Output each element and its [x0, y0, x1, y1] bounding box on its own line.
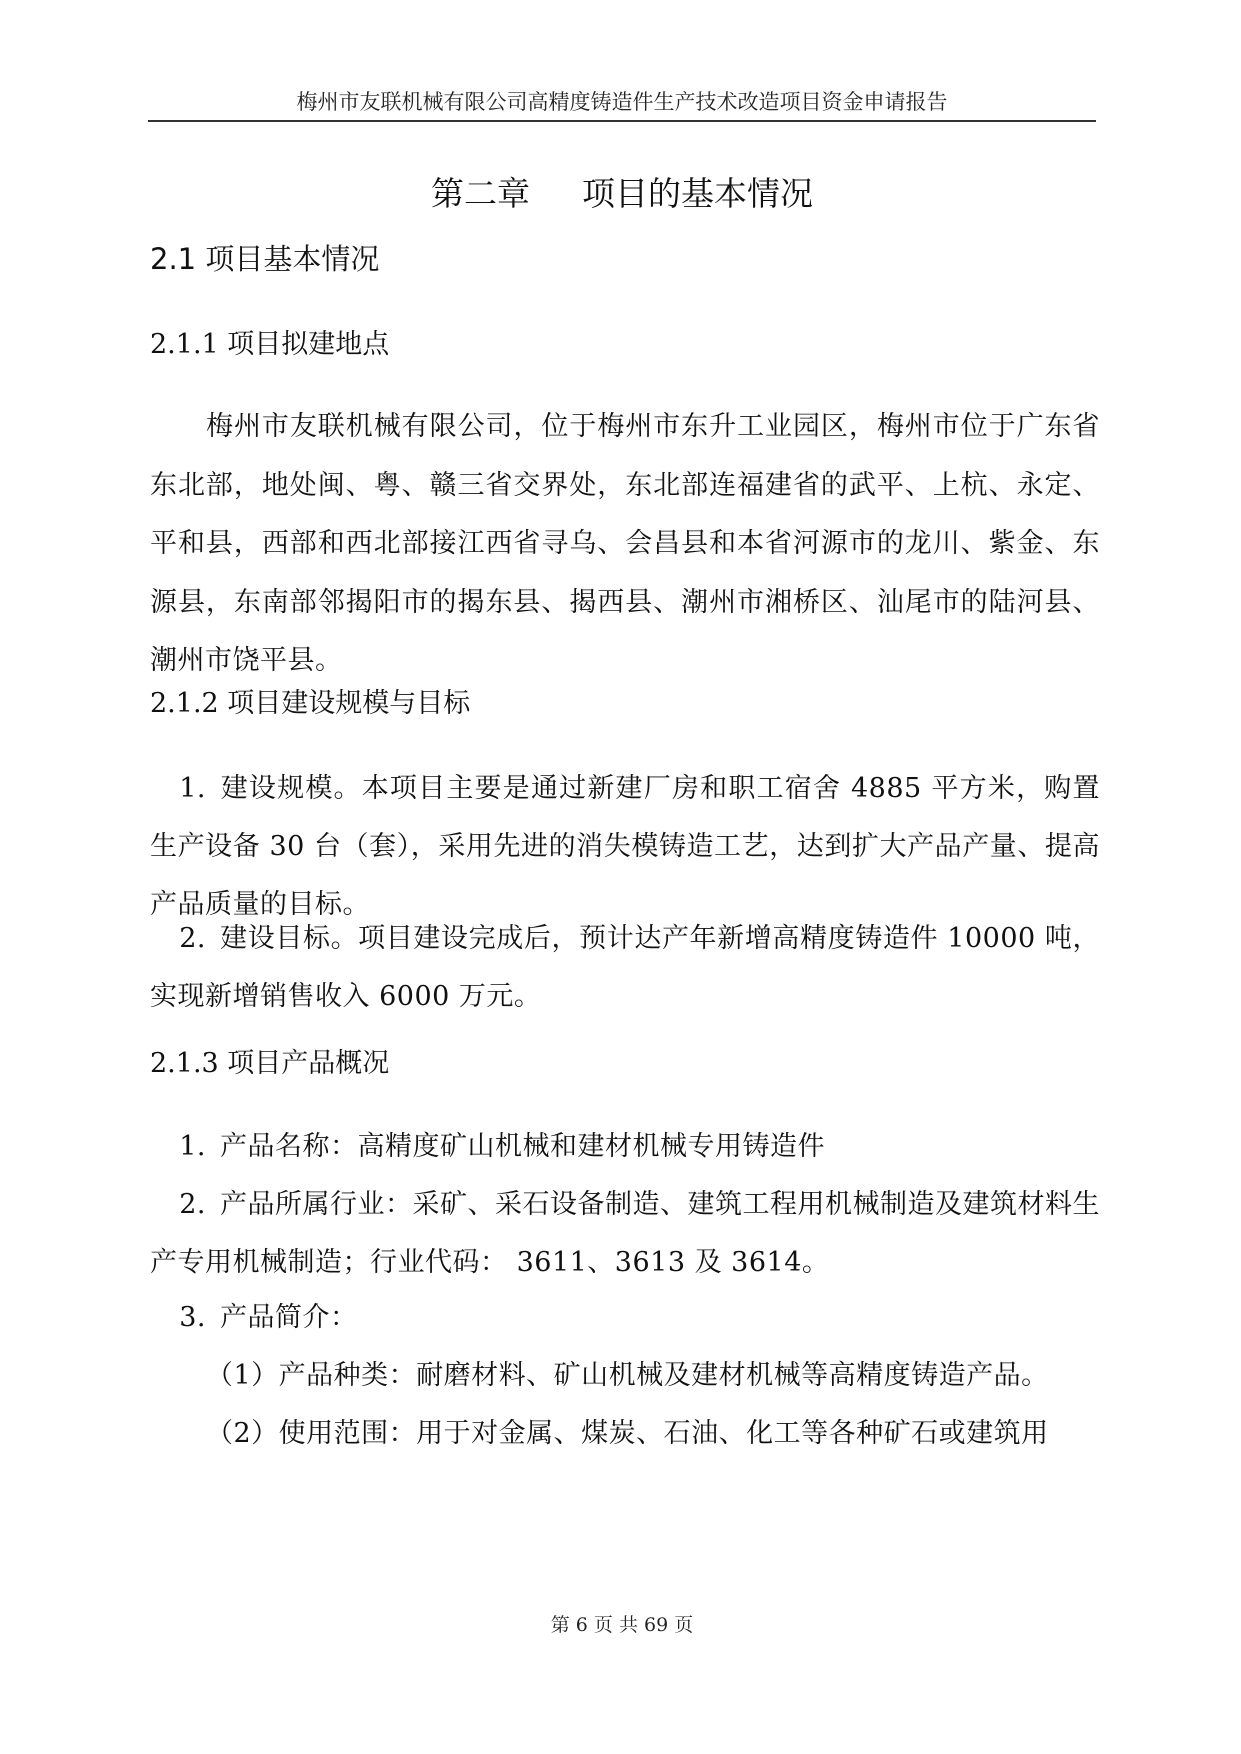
- section-heading-2-1: 2.1 项目基本情况: [150, 242, 380, 276]
- subsection-heading-2-1-3: 2.1.3 项目产品概况: [150, 1048, 390, 1079]
- list-item-product-name: [150, 1118, 1100, 1176]
- chapter-name: 项目的基本情况: [582, 174, 813, 213]
- paragraph-location: 梅州市友联机械有限公司，位于梅州市东升工业园区，梅州市位于广东省东北部，地处闽、粤、赣三省交界处，东北部连福建省的武平、上杭、永定、平和县，西部和西北部接江西省寻乌、会昌县和本省河源市的龙川、紫金、东源县，东南部邻揭阳市的揭东县、揭西县、潮州市湘桥区、汕尾市的陆河县、潮州市饶平县。: [150, 411, 1100, 676]
- list-item-intro: [150, 1289, 1100, 1347]
- list-item-number: 2.: [179, 1189, 206, 1220]
- list-item-number: 1.: [179, 773, 206, 804]
- subsection-heading-2-1-2: 2.1.2 项目建设规模与目标: [150, 688, 471, 719]
- sub-item-product-types: （1）产品种类：耐磨材料、矿山机械及建材机械等高精度铸造产品。: [206, 1360, 1049, 1391]
- list-item-number: 2.: [179, 923, 206, 954]
- sub-item-usage-scope: （2）使用范围：用于对金属、煤炭、石油、化工等各种矿石或建筑用: [206, 1418, 1049, 1449]
- chapter-number: 第二章: [431, 174, 530, 213]
- page-header: 梅州市友联机械有限公司高精度铸造件生产技术改造项目资金申请报告: [296, 90, 948, 114]
- list-item-text: 建设规模。本项目主要是通过新建厂房和职工宿舍 4885 平方米，购置生产设备 30 台（套），采用先进的消失模铸造工艺，达到扩大产品产量、提高产品质量的目标。: [150, 773, 1100, 920]
- list-item-goal: [150, 910, 1100, 1026]
- chapter-title: [148, 172, 1096, 216]
- list-item-scale: [150, 760, 1100, 934]
- list-item-number: 1.: [179, 1131, 206, 1162]
- header-divider: [148, 120, 1096, 122]
- list-item-text: 产品名称：高精度矿山机械和建材机械专用铸造件: [220, 1131, 825, 1162]
- list-item-text: 产品简介：: [220, 1302, 358, 1333]
- list-item-number: 3.: [179, 1302, 206, 1333]
- page-footer: 第 6 页 共 69 页: [550, 1614, 694, 1636]
- subsection-heading-2-1-1: 2.1.1 项目拟建地点: [150, 329, 390, 360]
- list-item-text: 产品所属行业：采矿、采石设备制造、建筑工程用机械制造及建筑材料生产专用机械制造；行业代码： 3611、3613 及 3614。: [150, 1189, 1100, 1278]
- list-item-industry: [150, 1176, 1100, 1292]
- list-item-text: 建设目标。项目建设完成后，预计达产年新增高精度铸造件 10000 吨，实现新增销售收入 6000 万元。: [150, 923, 1100, 1012]
